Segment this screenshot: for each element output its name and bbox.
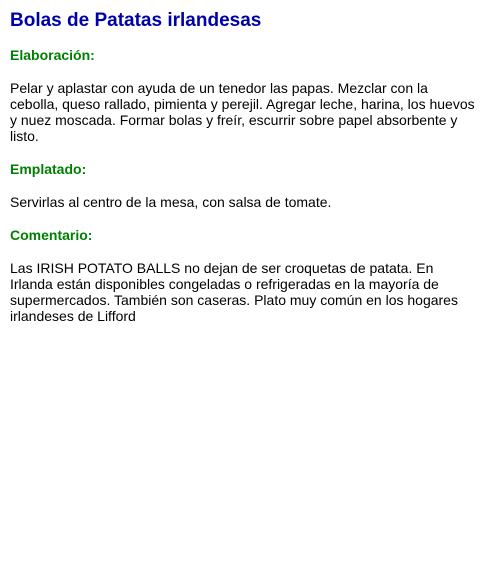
section-heading-elaboracion: Elaboración: — [10, 47, 95, 63]
section-elaboracion — [10, 47, 479, 144]
section-text-elaboracion: Pelar y aplastar con ayuda de un tenedor las papas. Mezclar con la cebolla, queso rallado, pimienta y perejil. Agregar leche, harina, los huevos y nuez moscada. Formar bolas y freír, escurrir sobre papel absorbente y listo. — [10, 80, 475, 144]
section-heading-emplatado: Emplatado: — [10, 161, 87, 177]
recipe-title: Bolas de Patatas irlandesas — [10, 10, 262, 31]
section-text-comentario: Las IRISH POTATO BALLS no dejan de ser croquetas de patata. En Irlanda están disponibles congeladas o refrigeradas en la mayoría de supermercados. También son caseras. Plato muy común en los hogares irlandeses de Lifford — [10, 260, 458, 324]
section-comentario — [10, 227, 479, 324]
section-text-emplatado: Servirlas al centro de la mesa, con salsa de tomate. — [10, 194, 332, 210]
section-emplatado — [10, 161, 479, 210]
section-heading-comentario: Comentario: — [10, 227, 93, 243]
